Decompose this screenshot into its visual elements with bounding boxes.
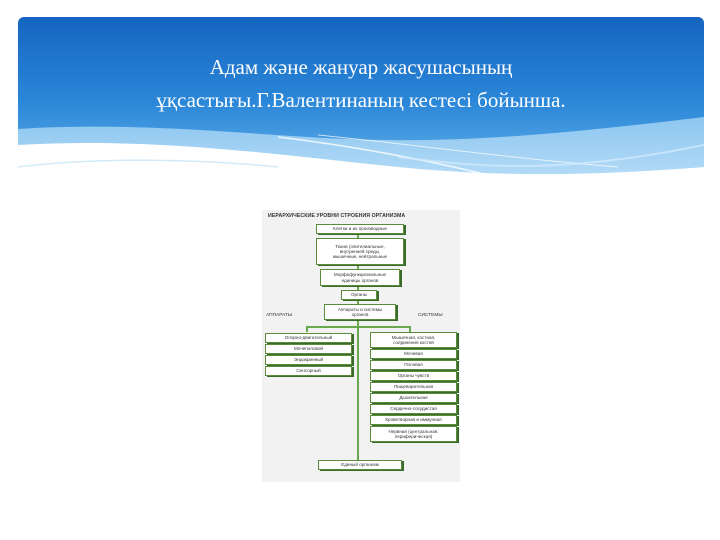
hierarchy-diagram-image bbox=[262, 210, 460, 482]
system-text: Половая bbox=[404, 362, 423, 368]
connector-line bbox=[306, 326, 308, 332]
apparatus-text: Сенсорный bbox=[296, 368, 321, 374]
system-item bbox=[370, 393, 457, 403]
system-text: периферическая) bbox=[394, 434, 433, 439]
apparatus-text: Эндокринный bbox=[293, 357, 324, 363]
slide-title bbox=[18, 51, 704, 117]
level-text: внутренней среды, bbox=[339, 248, 381, 254]
level-box-cells bbox=[316, 224, 404, 234]
level-box-tissues bbox=[316, 238, 404, 265]
connector-line bbox=[357, 326, 359, 460]
unified-organism-box bbox=[318, 460, 402, 470]
slide-title-line-1: Адам және жануар жасушасының bbox=[209, 55, 513, 79]
apparatus-item bbox=[265, 344, 352, 354]
level-text: Морфофункциональные bbox=[333, 272, 387, 278]
level-text: Аппараты и системы bbox=[337, 306, 383, 312]
level-box-apparatus-systems bbox=[324, 304, 396, 320]
diagram-title: ИЕРАРХИЧЕСКИЕ УРОВНИ СТРОЕНИЯ ОРГАНИЗМА bbox=[268, 213, 406, 219]
system-text: Нервная (центральная, bbox=[388, 428, 439, 434]
system-text: Кроветворная и иммунная bbox=[385, 417, 442, 423]
system-text: Сердечно-сосудистая bbox=[390, 406, 437, 412]
slide-title-line-2: ұқсастығы.Г.Валентинаның кестесі бойынша. bbox=[156, 88, 566, 112]
system-item bbox=[370, 360, 457, 370]
level-text: Ткани (эпителиальные, bbox=[335, 243, 385, 249]
system-item bbox=[370, 371, 457, 381]
system-item bbox=[370, 332, 457, 348]
level-text: органов bbox=[351, 312, 369, 317]
level-box-organs bbox=[341, 290, 377, 300]
system-item bbox=[370, 426, 457, 442]
system-item bbox=[370, 415, 457, 425]
apparatus-item bbox=[265, 333, 352, 343]
system-text: Дыхательная bbox=[399, 395, 428, 401]
apparatus-item bbox=[265, 355, 352, 365]
system-item bbox=[370, 382, 457, 392]
level-box-morphofunctional bbox=[320, 269, 400, 286]
slide-header bbox=[18, 17, 704, 207]
level-text: Клетки и их производные bbox=[333, 226, 387, 232]
systems-heading: СИСТЕМЫ bbox=[418, 313, 443, 318]
system-item bbox=[370, 349, 457, 359]
system-item bbox=[370, 404, 457, 414]
level-text: мышечные, нейтральные bbox=[332, 254, 388, 260]
system-text: Мочевая bbox=[404, 351, 423, 357]
level-text: Органы bbox=[350, 292, 368, 298]
bottom-text: Единый организм bbox=[341, 462, 379, 468]
apparatus-item bbox=[265, 366, 352, 376]
system-text: соединения костей bbox=[393, 340, 434, 345]
apparatus-text: Мочеполовой bbox=[293, 346, 324, 352]
system-text: Пищеварительная bbox=[393, 384, 434, 390]
system-text: Мышечная, костная, bbox=[391, 334, 436, 340]
level-text: единицы органов bbox=[341, 277, 379, 283]
system-text: Органы чувств bbox=[397, 373, 430, 379]
apparatus-text: Опорно-двигательный bbox=[284, 335, 333, 341]
apparatus-heading: АППАРАТЫ bbox=[266, 313, 293, 318]
